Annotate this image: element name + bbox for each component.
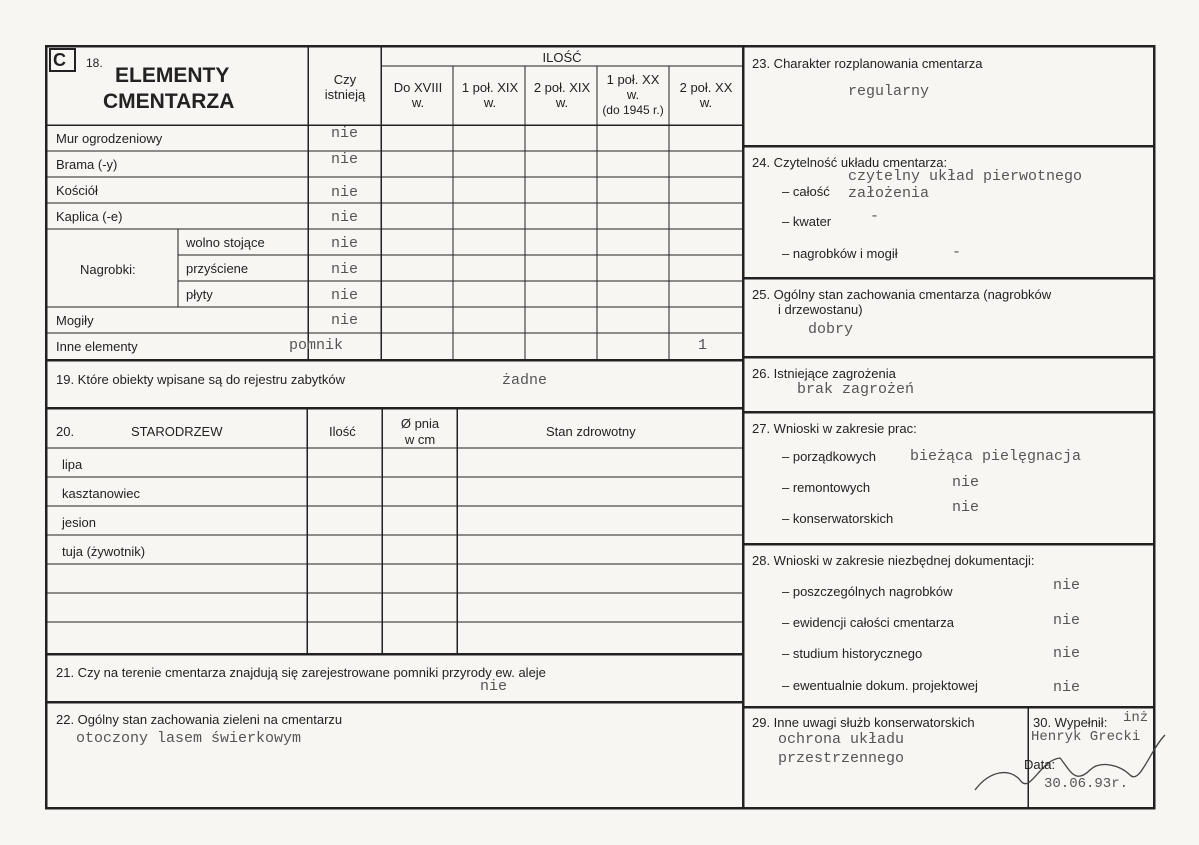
period-header: 1 poł. XIX w. [461, 80, 519, 110]
calosc-value: czytelny układ pierwotnego [848, 168, 1083, 185]
kwater-value: - [870, 208, 880, 225]
exist-value: nie [331, 287, 359, 304]
section19-value: żadne [502, 372, 548, 389]
section-badge: C [53, 50, 66, 70]
nagrobkow-label: – nagrobków i mogił [782, 246, 898, 261]
tree-name: lipa [62, 457, 83, 472]
dok-label: – poszczególnych nagrobków [782, 584, 953, 599]
dok-value: nie [1053, 679, 1081, 696]
section20-title: STARODRZEW [131, 424, 223, 439]
section23-value: regularny [848, 83, 930, 100]
nagrobkow-value: - [952, 244, 962, 261]
section23-label: 23. Charakter rozplanowania cmentarza [752, 56, 983, 71]
section26-label: 26. Istniejące zagrożenia [752, 366, 896, 381]
dok-label: – studium historycznego [782, 646, 923, 661]
section24-label: 24. Czytelność układu cmentarza: [752, 155, 948, 170]
exist-value: nie [331, 261, 359, 278]
section-number: 18. [86, 56, 103, 70]
period-header: 1 poł. XX w. [606, 72, 660, 102]
section29-value: przestrzennego [778, 750, 905, 767]
period-header: 2 poł. XIX w. [533, 80, 591, 110]
row-label: przyściene [186, 261, 249, 276]
exist-value: nie [331, 125, 359, 142]
section25-label: i drzewostanu) [778, 302, 863, 317]
section29-value: ochrona układu [778, 731, 905, 748]
nagrobki-label: Nagrobki: [80, 262, 136, 277]
section-title-line2: CMENTARZA [103, 90, 235, 113]
section21-label: 21. Czy na terenie cmentarza znajdują się zarejestrowane pomniki przyrody ew. aleje [56, 665, 546, 680]
prace-label: – porządkowych [782, 449, 876, 464]
dok-value: nie [1053, 612, 1081, 629]
prace-value: nie [952, 474, 980, 491]
inne-count: 1 [698, 337, 708, 354]
col-qty-header: Ilość [329, 424, 356, 439]
section30-name: Henryk Grecki [1031, 729, 1141, 745]
kwater-label: – kwater [782, 214, 832, 229]
exist-value: pomnik [289, 337, 344, 354]
section25-label: 25. Ogólny stan zachowania cmentarza (nagrobków [752, 287, 1052, 302]
tree-name: jesion [62, 515, 96, 530]
tree-name: kasztanowiec [62, 486, 141, 501]
exist-value: nie [331, 312, 359, 329]
exist-value: nie [331, 235, 359, 252]
row-label: Inne elementy [56, 339, 138, 354]
period-header: Do XVIII w. [393, 80, 443, 110]
row-label: Mogiły [56, 313, 94, 328]
period-header: 2 poł. XX w. [679, 80, 733, 110]
prace-value: bieżąca pielęgnacja [910, 448, 1082, 465]
row-label: Brama (-y) [56, 157, 118, 172]
row-label: wolno stojące [186, 235, 265, 250]
col-exist-header: Czy istnieją [324, 72, 366, 102]
section22-label: 22. Ogólny stan zachowania zieleni na cmentarzu [56, 712, 343, 727]
col-health-header: Stan zdrowotny [546, 424, 636, 439]
dok-value: nie [1053, 645, 1081, 662]
section26-value: brak zagrożeń [797, 381, 915, 398]
ilosc-header: ILOŚĆ [542, 50, 582, 65]
date-value: 30.06.93r. [1044, 776, 1129, 792]
section30-value: inż [1123, 710, 1149, 726]
tree-name: tuja (żywotnik) [62, 544, 146, 559]
exist-value: nie [331, 151, 359, 168]
row-label: Kościół [56, 183, 98, 198]
section-title-line1: ELEMENTY [115, 64, 230, 87]
prace-label: – remontowych [782, 480, 871, 495]
section22-value: otoczony lasem świerkowym [76, 730, 302, 747]
section25-value: dobry [808, 321, 854, 338]
col-diam-header: Ø pnia [400, 416, 440, 431]
row-label: Mur ogrodzeniowy [56, 131, 163, 146]
prace-label: – konserwatorskich [782, 511, 894, 526]
section28-label: 28. Wnioski w zakresie niezbędnej dokumentacji: [752, 553, 1035, 568]
section27-label: 27. Wnioski w zakresie prac: [752, 421, 917, 436]
calosc-value: założenia [848, 185, 930, 202]
section21-value: nie [480, 678, 508, 695]
dok-value: nie [1053, 577, 1081, 594]
section20-number: 20. [56, 424, 75, 439]
exist-value: nie [331, 209, 359, 226]
calosc-label: – całość [782, 184, 830, 199]
date-label: Data: [1024, 757, 1056, 772]
section30-label: 30. Wypełnił: [1033, 715, 1108, 730]
col-diam-header-unit: w cm [404, 432, 436, 447]
section19-label: 19. Które obiekty wpisane są do rejestru zabytków [56, 372, 346, 387]
dok-label: – ewidencji całości cmentarza [782, 615, 954, 630]
section29-label: 29. Inne uwagi służb konserwatorskich [752, 715, 975, 730]
prace-value: nie [952, 499, 980, 516]
exist-value: nie [331, 184, 359, 201]
dok-label: – ewentualnie dokum. projektowej [782, 678, 978, 693]
row-label: płyty [186, 287, 213, 302]
period-header-note: (do 1945 r.) [602, 103, 664, 117]
row-label: Kaplica (-e) [56, 209, 123, 224]
